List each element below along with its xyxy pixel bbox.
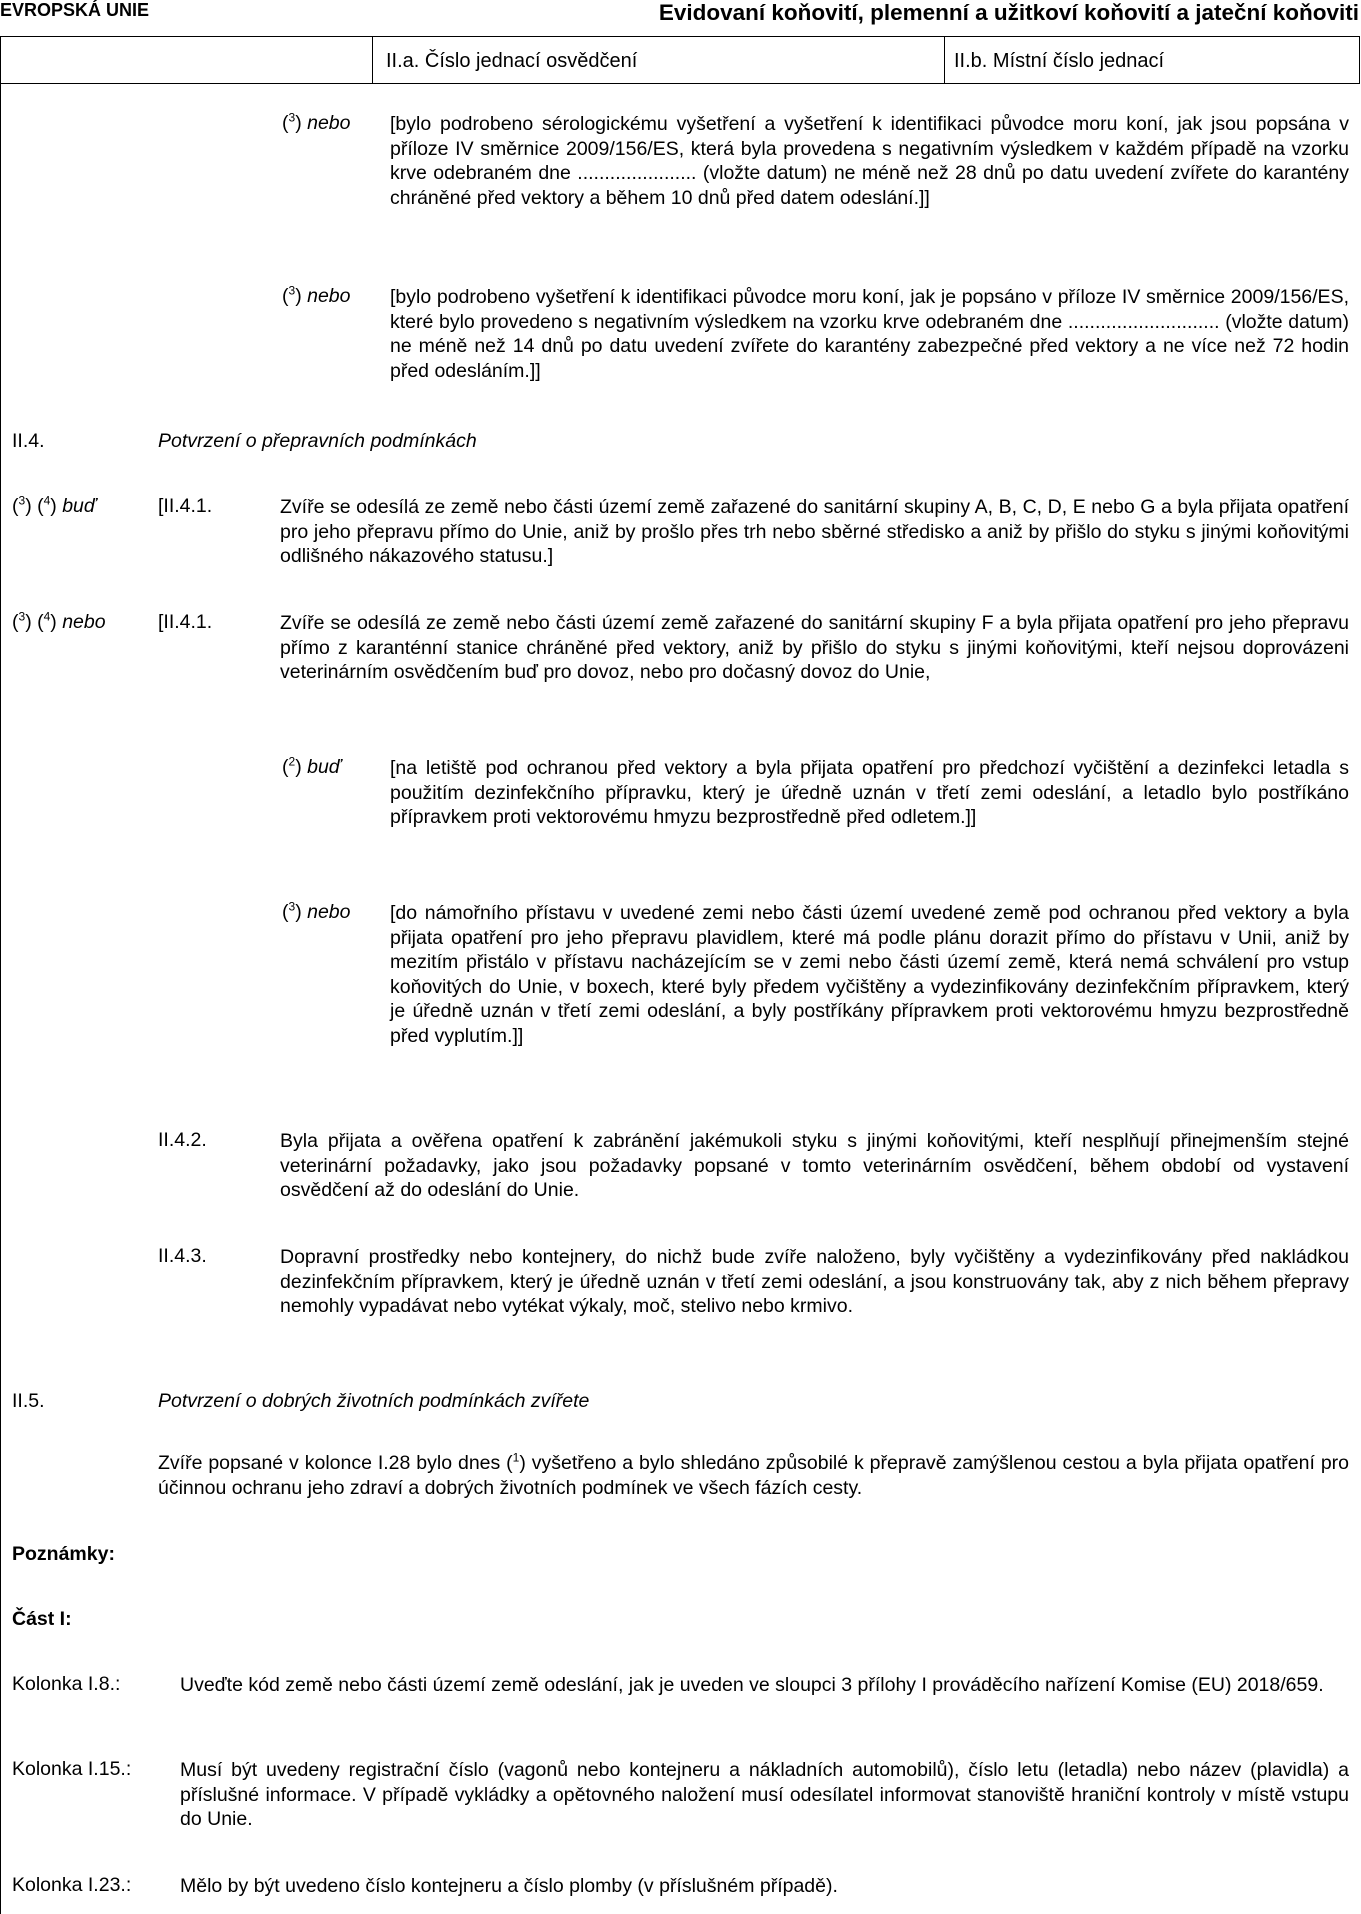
option-marker: ($^3$) nebo — [282, 283, 351, 307]
option-marker: ($^3$) ($^4$) nebo — [12, 609, 106, 633]
paragraph-number: II.4.2. — [158, 1129, 207, 1151]
section-title: Potvrzení o přepravních podmínkách — [158, 430, 477, 452]
notes-heading: Poznámky: — [12, 1543, 115, 1565]
paragraph-text: Byla přijata a ověřena opatření k zabránění jakémukoli styku s jinými koňovitými, kteří nesplňují přinejmenším stejné veterinární požadavky, jako jsou požadavky popsané v tomto veterinárním osvědčení, během období od vystavení osvědčení až do odeslání do Unie. — [280, 1130, 1349, 1202]
paragraph-number: [II.4.1. — [158, 611, 213, 633]
paragraph-text: Dopravní prostředky nebo kontejnery, do nichž bude zvíře naloženo, byly vyčištěny a vydezinfikovány před nakládkou dezinfekčním přípravkem, který je úředně uznán v třetí zemi odeslání, a jsou konstruovány tak, aby z nich během přepravy nemohly vypadávat nebo vytékat výkaly, moč, stelivo nebo krmivo. — [280, 1246, 1349, 1318]
option-marker: ($^2$) buď — [282, 754, 341, 778]
note-label: Kolonka I.23.: — [12, 1874, 132, 1896]
table-divider — [372, 37, 373, 83]
part-heading: Část I: — [12, 1608, 72, 1630]
option-text: [do námořního přístavu v uvedené zemi nebo části území uvedené země pod ochranou před vektory a byla přijata opatření pro jeho přepravu plavidlem, které má podle plánu dorazit přímo do přístavu v Unii, aniž by mezitím přistálo v přístavu nacházejícím se v zemi nebo části území země, která nemá schválení pro vstup koňovitých do Unie, v boxech, které byly předem vyčištěny a vydezinfikovány dezinfekčním přípravkem, který je úředně uznán v třetí zemi odeslání, a byly postříkány přípravkem proti vektorovému hmyzu bezprostředně před vyplutím.]] — [390, 902, 1349, 1047]
page-left-border — [0, 84, 1, 1914]
section-number: II.5. — [12, 1390, 45, 1412]
note-label: Kolonka I.8.: — [12, 1673, 121, 1695]
note-text: Mělo by být uvedeno číslo kontejneru a číslo plomby (v příslušném případě). — [180, 1875, 838, 1897]
paragraph-text: Zvíře se odesílá ze země nebo části území země zařazené do sanitární skupiny F a byla přijata opatření pro jeho přepravu přímo z karanténní stanice chráněné před vektory, aniž by přišlo do styku s jinými koňovitými, kteří nejsou doprovázeni veterinárním osvědčením buď pro dovoz, nebo pro dočasný dovoz do Unie, — [280, 612, 1349, 684]
paragraph-number: II.4.3. — [158, 1245, 207, 1267]
option-text: [na letiště pod ochranou před vektory a byla přijata opatření pro předchozí vyčištění a dezinfekci letadla s použitím dezinfekčního přípravku, který je úředně uznán v třetí zemi odeslání, a letadlo bylo postříkáno přípravkem proti vektorovému hmyzu bezprostředně před odletem.]] — [390, 757, 1349, 829]
section-title: Potvrzení o dobrých životních podmínkách zvířete — [158, 1390, 590, 1412]
table-divider — [944, 37, 945, 83]
reference-table — [0, 36, 1360, 84]
paragraph-text: Zvíře se odesílá ze země nebo části území země zařazené do sanitární skupiny A, B, C, D, E nebo G a byla přijata opatření pro jeho přepravu přímo do Unie, aniž by prošlo přes trh nebo sběrné středisko a aniž by přišlo do styku s jinými koňovitými odlišného nákazového statusu.] — [280, 496, 1349, 568]
option-text: [bylo podrobeno vyšetření k identifikaci původce moru koní, jak je popsáno v příloze IV směrnice 2009/156/ES, které bylo provedeno s negativním výsledkem na vzorku krve odebraném dne ............................ (vložte datum) ne méně než 14 dnů po datu uvedení zvířete do karantény zabezpečné před vektory a ne více než 72 hodin před odesláním.]] — [390, 286, 1349, 382]
option-marker: ($^3$) nebo — [282, 899, 351, 923]
note-text: Uveďte kód země nebo části území země odeslání, jak je uveden ve sloupci 3 přílohy I prováděcího nařízení Komise (EU) 2018/659. — [180, 1674, 1324, 1696]
certificate-reference-label: II.a. Číslo jednací osvědčení — [386, 50, 638, 72]
header-union: EVROPSKÁ UNIE — [0, 0, 150, 20]
option-marker: ($^3$) ($^4$) buď — [12, 493, 97, 517]
option-marker: ($^3$) nebo — [282, 110, 351, 134]
note-label: Kolonka I.15.: — [12, 1758, 132, 1780]
header-certificate-title: Evidovaní koňovití, plemenní a užitkoví koňovití a jateční koňoviti — [658, 0, 1359, 25]
note-text: Musí být uvedeny registrační číslo (vagonů nebo kontejneru a nákladních automobilů), číslo letu (letadla) nebo název (plavidla) a příslušné informace. V případě vykládky a opětovného naložení musí odesílatel informovat stanoviště hraniční kontroly v místě vstupu do Unie. — [180, 1759, 1349, 1831]
welfare-statement: Zvíře popsané v kolonce I.28 bylo dnes ($^1$) vyšetřeno a bylo shledáno způsobilé k přepravě zamýšlenou cestou a byla přijata opatření pro účinnou ochranu jeho zdraví a dobrých životních podmínek ve všech fázích cesty. — [158, 1450, 1349, 1499]
option-text: [bylo podrobeno sérologickému vyšetření a vyšetření k identifikaci původce moru koní, jak jsou popsána v příloze IV směrnice 2009/156/ES, která byla provedena s negativním výsledkem v každém případě na vzorku krve odebraném dne ...................... (vložte datum) ne méně než 28 dnů po datu uvedení zvířete do karantény chráněné před vektory a během 10 dnů před datem odeslání.]] — [390, 113, 1349, 209]
section-number: II.4. — [12, 430, 45, 452]
paragraph-number: [II.4.1. — [158, 495, 213, 517]
local-reference-label: II.b. Místní číslo jednací — [954, 50, 1165, 72]
